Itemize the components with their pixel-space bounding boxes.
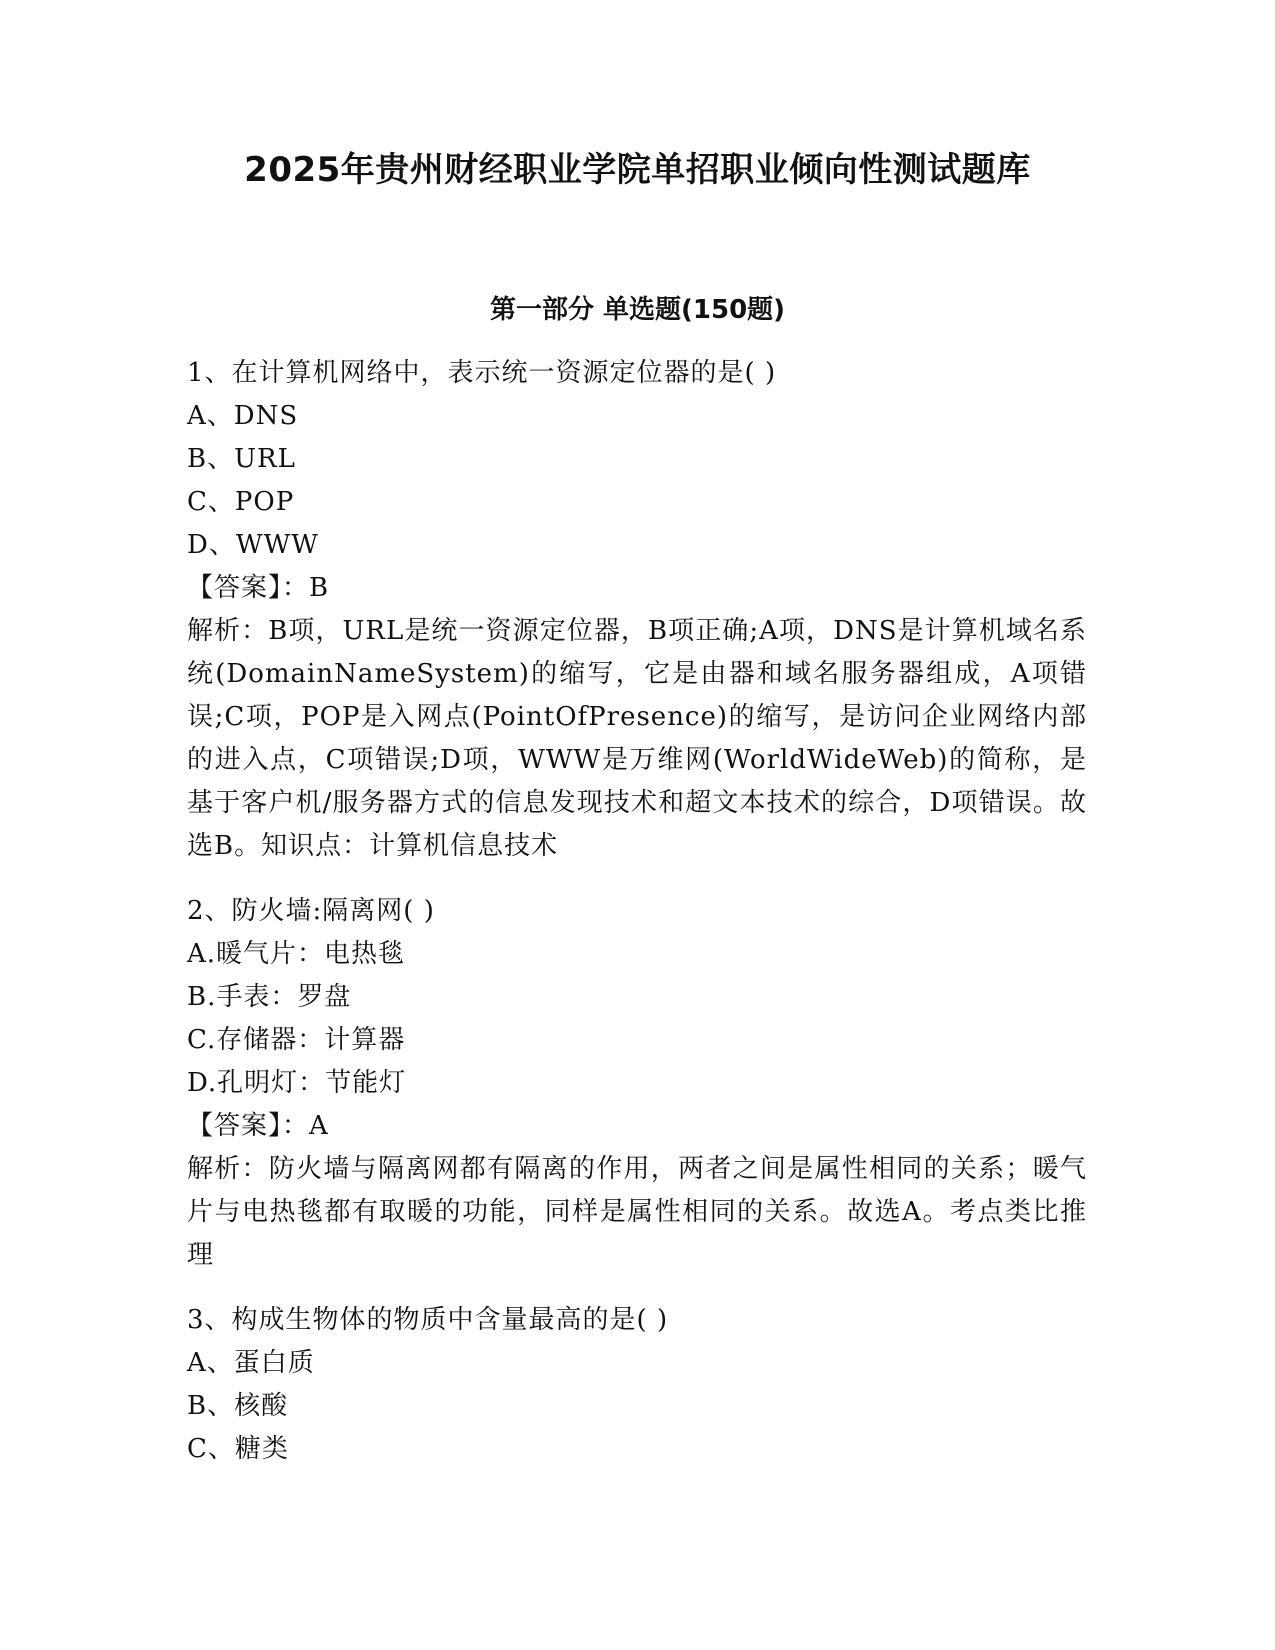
- explanation: 解析：防火墙与隔离网都有隔离的作用，两者之间是属性相同的关系；暖气片与电热毯都有取暖的功能，同样是属性相同的关系。故选A。考点类比推理: [187, 1154, 1087, 1270]
- question-3: [187, 1299, 1087, 1471]
- section-title: 第一部分 单选题(150题): [489, 295, 786, 325]
- option-b: B、核酸: [187, 1391, 289, 1421]
- option-b: B、URL: [187, 444, 296, 474]
- answer-line: 【答案】：A: [187, 1111, 329, 1141]
- question-stem: 2、防火墙:隔离网( ): [187, 896, 435, 926]
- option-c: C.存储器：计算器: [187, 1025, 406, 1055]
- question-stem: 3、构成生物体的物质中含量最高的是( ): [187, 1305, 669, 1335]
- option-a: A、DNS: [187, 401, 299, 431]
- question-2: [187, 890, 1087, 1277]
- explanation: 解析：B项，URL是统一资源定位器，B项正确;A项，DNS是计算机域名系统(DomainNameSystem)的缩写，它是由器和域名服务器组成，A项错误;C项，POP是入网点(PointOfPresence)的缩写，是访问企业网络内部的进入点，C项错误;D项，WWW是万维网(WorldWideWeb)的简称，是基于客户机/服务器方式的信息发现技术和超文本技术的综合，D项错误。故选B。知识点：计算机信息技术: [187, 616, 1087, 861]
- document-title: 2025年贵州财经职业学院单招职业倾向性测试题库: [244, 150, 1031, 190]
- option-a: A.暖气片：电热毯: [187, 939, 406, 969]
- option-b: B.手表：罗盘: [187, 982, 352, 1012]
- answer-line: 【答案】：B: [187, 573, 330, 603]
- question-1: [187, 352, 1087, 868]
- question-list: [187, 352, 1087, 1493]
- question-stem: 1、在计算机网络中，表示统一资源定位器的是( ): [187, 358, 777, 388]
- option-d: D、WWW: [187, 530, 320, 560]
- option-c: C、POP: [187, 487, 295, 517]
- option-c: C、糖类: [187, 1434, 289, 1464]
- option-a: A、蛋白质: [187, 1348, 315, 1378]
- option-d: D.孔明灯：节能灯: [187, 1068, 407, 1098]
